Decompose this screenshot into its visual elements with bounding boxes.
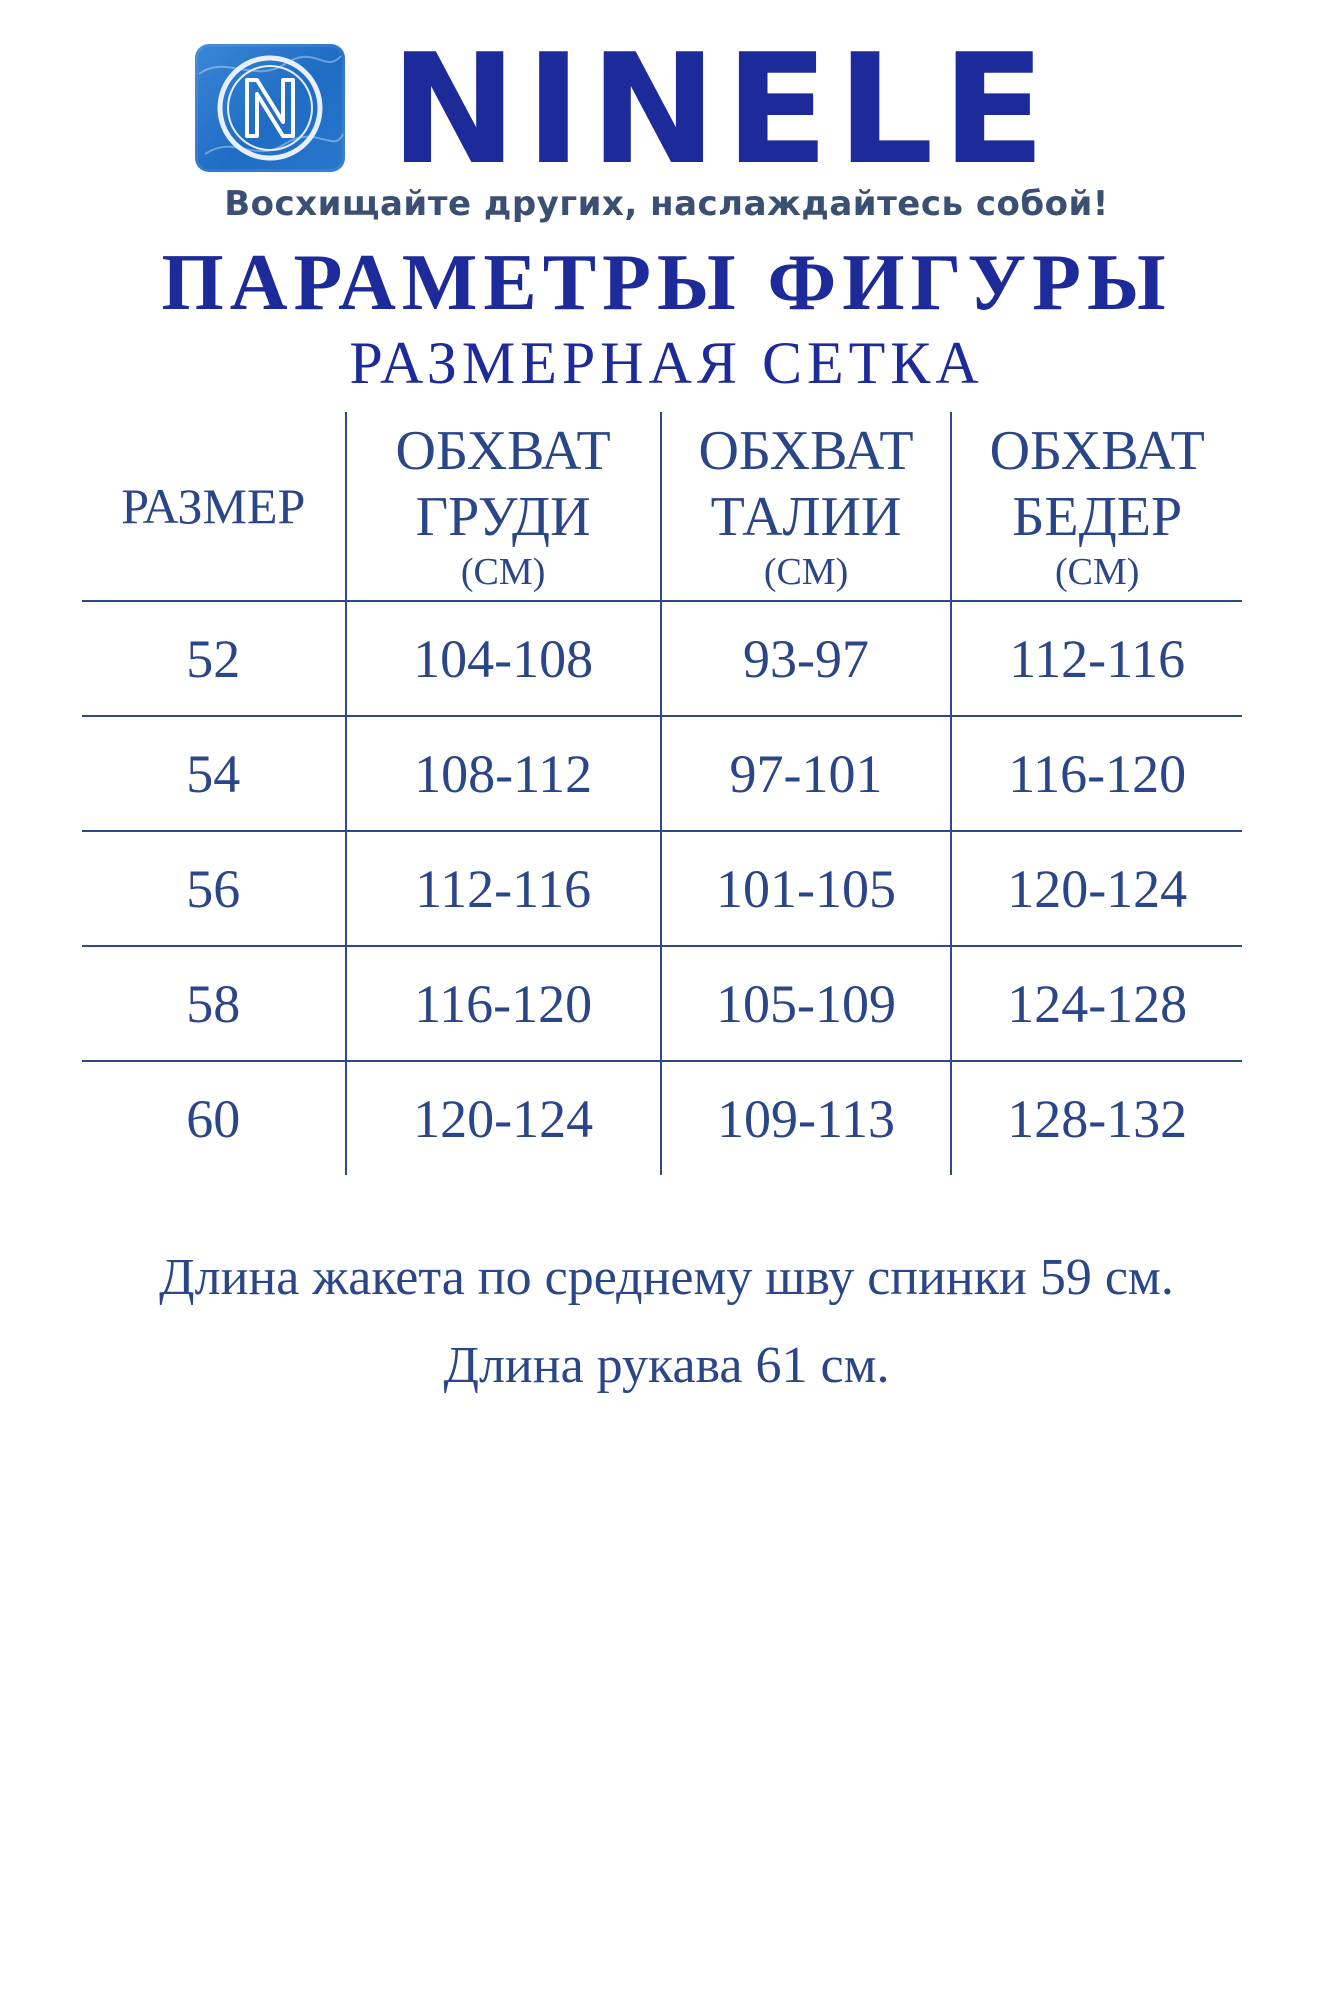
- header-waist: [661, 412, 952, 601]
- cell-hips: 112-116: [951, 601, 1242, 716]
- header-hips-line1: ОБХВАТ: [989, 420, 1205, 482]
- table-header-row: [82, 412, 1242, 601]
- cell-waist: 105-109: [661, 946, 952, 1061]
- page-title: ПАРАМЕТРЫ ФИГУРЫ: [161, 239, 1172, 327]
- brand-wordmark: NINELE: [390, 21, 1054, 198]
- cell-chest: 116-120: [346, 946, 661, 1061]
- header-size: [82, 412, 346, 601]
- cell-waist: 101-105: [661, 831, 952, 946]
- cell-chest: 104-108: [346, 601, 661, 716]
- sleeve-length-note: Длина рукава 61 см.: [443, 1337, 890, 1394]
- cell-size: 58: [82, 946, 346, 1061]
- brand-tagline: Восхищайте других, наслаждайтесь собой!: [224, 184, 1109, 224]
- cell-hips: 128-132: [951, 1061, 1242, 1175]
- cell-size: 60: [186, 1088, 241, 1149]
- header-chest-line1: ОБХВАТ: [395, 420, 611, 482]
- size-chart-table: [82, 412, 1242, 1175]
- table-row: [82, 601, 1242, 716]
- ninele-logo-icon: [195, 44, 345, 172]
- header-hips: [951, 412, 1242, 601]
- header-waist-line1: ОБХВАТ: [698, 420, 914, 482]
- header-hips-unit: (СМ): [1054, 551, 1140, 593]
- table-row: [82, 946, 1242, 1061]
- cell-chest: 120-124: [346, 1061, 661, 1175]
- header-chest-line2: ГРУДИ: [415, 486, 591, 548]
- header-size-label: РАЗМЕР: [121, 478, 306, 534]
- cell-hips: 120-124: [951, 831, 1242, 946]
- header-chest-unit: (СМ): [460, 551, 546, 593]
- cell-waist: 109-113: [661, 1061, 952, 1175]
- table-row: [82, 1061, 1242, 1175]
- cell-size: 56: [82, 831, 346, 946]
- cell-hips: 124-128: [951, 946, 1242, 1061]
- brand-header: [195, 21, 1155, 198]
- page-subtitle: РАЗМЕРНАЯ СЕТКА: [349, 330, 984, 396]
- cell-chest: 112-116: [346, 831, 661, 946]
- header-hips-line2: БЕДЕР: [1012, 486, 1183, 548]
- cell-hips: 116-120: [951, 716, 1242, 831]
- header-waist-unit: (СМ): [763, 551, 849, 593]
- cell-waist: 93-97: [661, 601, 952, 716]
- cell-size: 52: [82, 601, 346, 716]
- cell-waist: 97-101: [661, 716, 952, 831]
- cell-size: 54: [82, 716, 346, 831]
- header-chest: [346, 412, 661, 601]
- header-waist-line2: ТАЛИИ: [710, 486, 902, 548]
- table-row: [82, 831, 1242, 946]
- table-row: [82, 716, 1242, 831]
- jacket-length-note: Длина жакета по среднему шву спинки 59 см.: [159, 1249, 1174, 1306]
- cell-chest: 108-112: [346, 716, 661, 831]
